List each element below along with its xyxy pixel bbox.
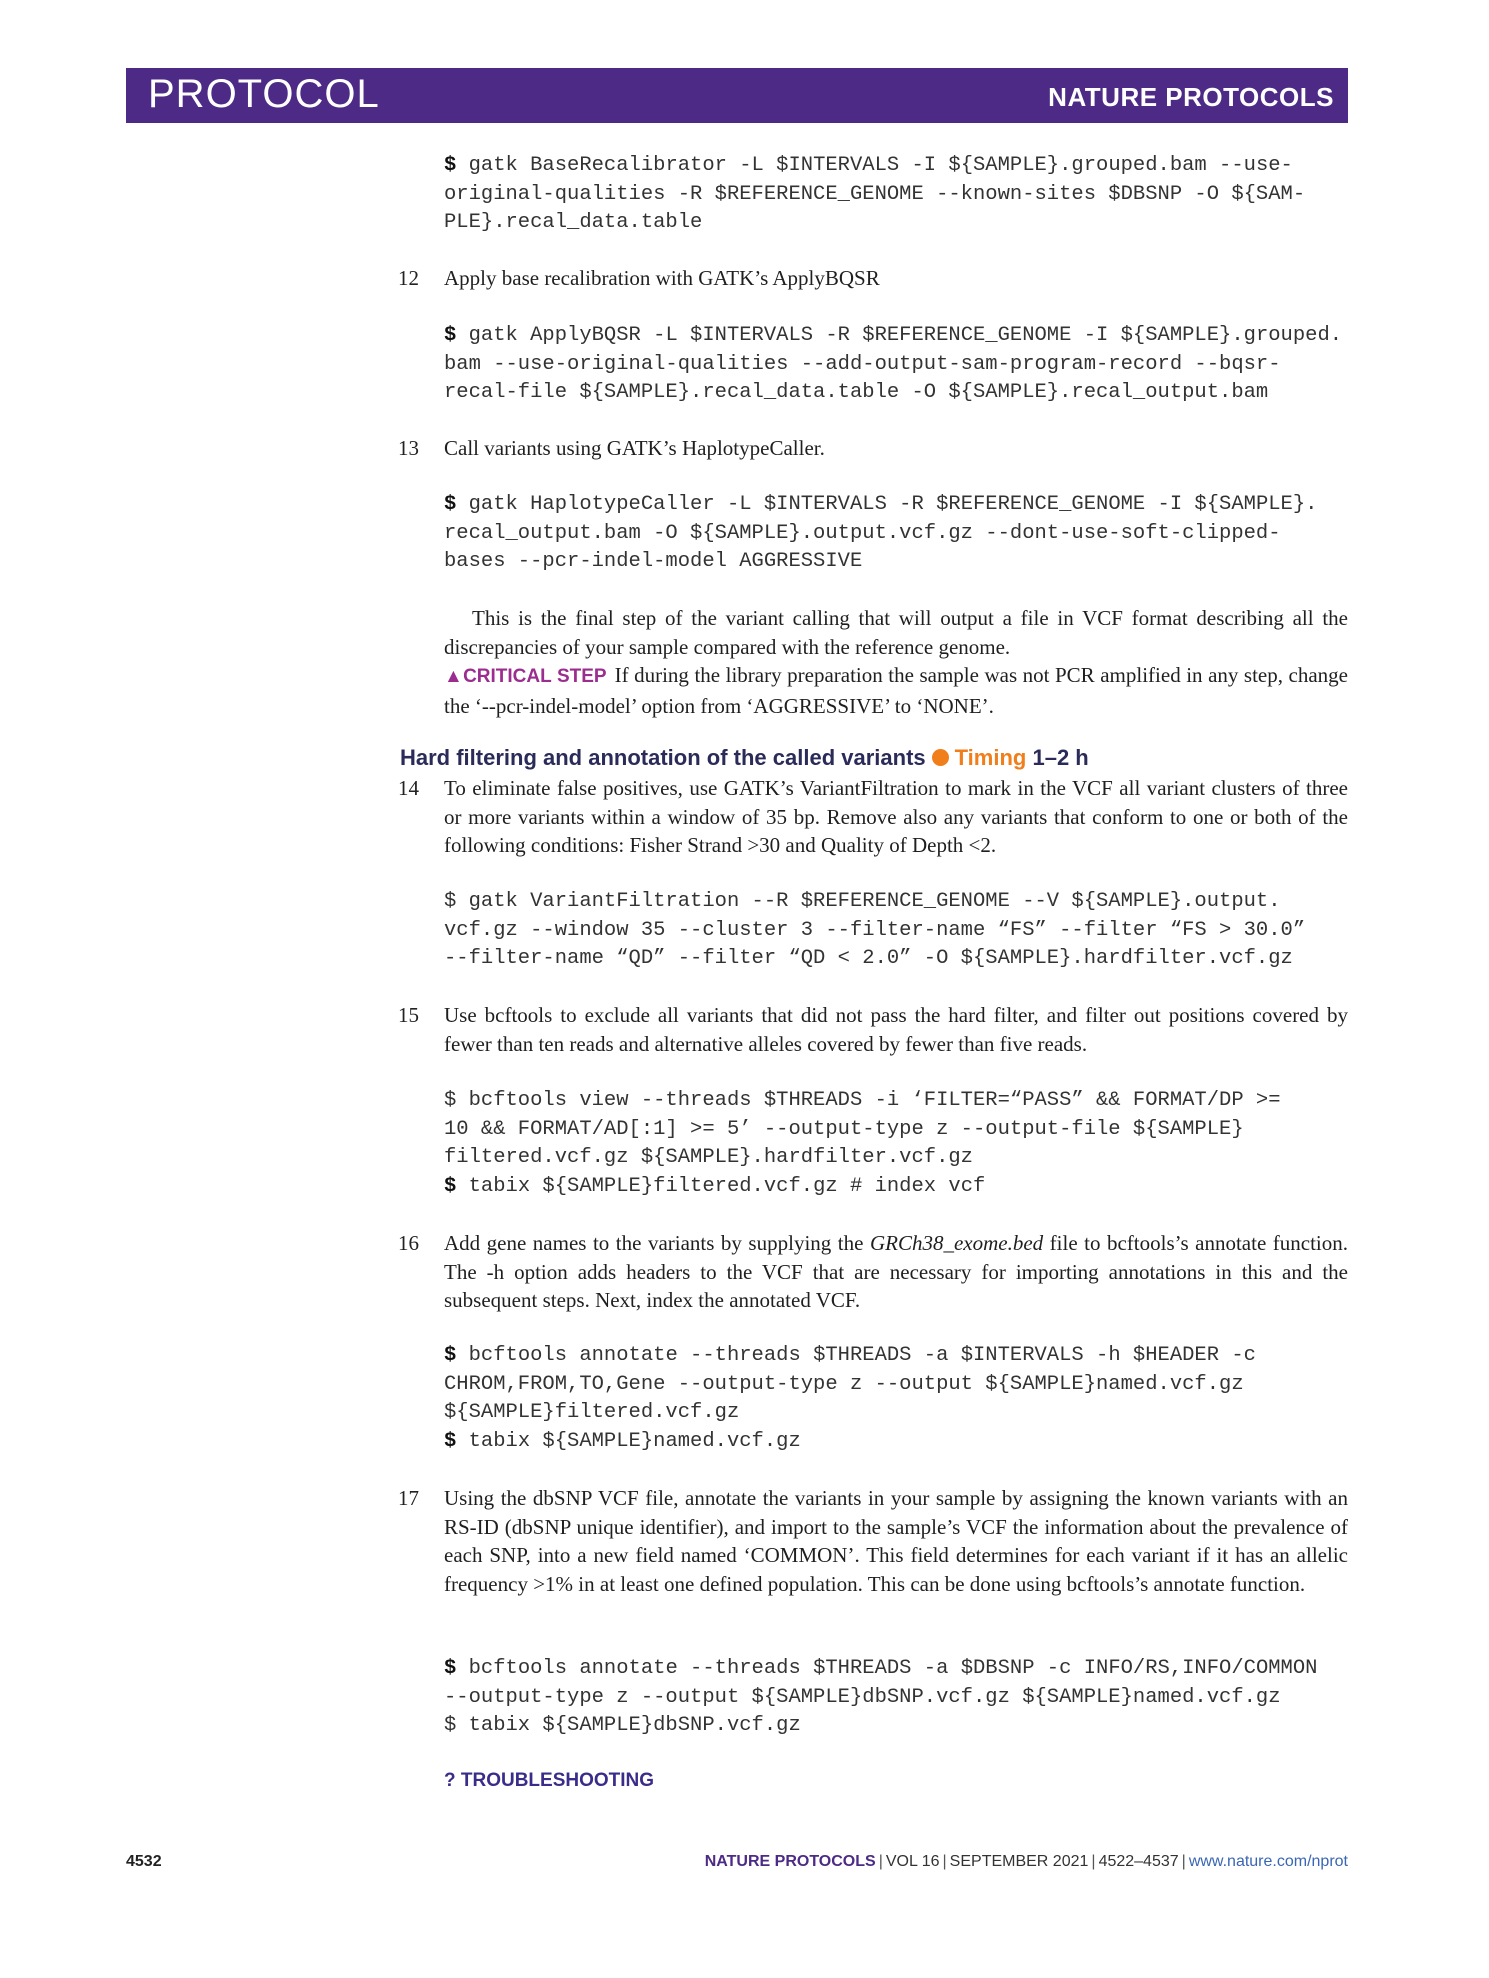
section-heading xyxy=(400,745,1089,771)
step-number-17: 17 xyxy=(398,1486,419,1510)
code-line xyxy=(444,1087,1348,1116)
step-text-13: Call variants using GATK’s HaplotypeCaller. xyxy=(444,436,825,460)
code-line xyxy=(444,491,1348,520)
step-number-15: 15 xyxy=(398,1003,419,1027)
code-block-step-13 xyxy=(444,491,1348,577)
code-block-step-16 xyxy=(444,1342,1348,1456)
header-bar xyxy=(126,68,1348,123)
step-number-16: 16 xyxy=(398,1231,419,1255)
code-line xyxy=(444,1399,1348,1428)
footer-date: SEPTEMBER 2021 xyxy=(949,1853,1089,1870)
code-text: bcftools annotate --threads $THREADS -a $INTERVALS -h $HEADER -c xyxy=(456,1344,1256,1367)
code-text: 10 && FORMAT/AD[:1] >= 5’ --output-type z --output-file ${SAMPLE} xyxy=(444,1117,1244,1141)
code-text: ${SAMPLE}filtered.vcf.gz xyxy=(444,1401,740,1424)
code-text: bases --pcr-indel-model AGGRESSIVE xyxy=(444,550,863,573)
code-text: $ gatk VariantFiltration --R $REFERENCE_GENOME --V ${SAMPLE}.output. xyxy=(444,890,1281,913)
section-label: PROTOCOL xyxy=(148,72,380,116)
code-line xyxy=(444,379,1348,408)
code-text: gatk HaplotypeCaller -L $INTERVALS -R $REFERENCE_GENOME -I ${SAMPLE}. xyxy=(456,493,1318,516)
step-text-14: To eliminate false positives, use GATK’s VariantFiltration to mark in the VCF all variant clusters of three or more variants within a window of 35 bp. Remove also any variants that conform to one or both of the following conditions: Fisher Strand >30 and Quality of Depth <2. xyxy=(444,776,1348,857)
code-line xyxy=(444,322,1348,351)
footer-journal: NATURE PROTOCOLS xyxy=(704,1853,876,1870)
code-text: tabix ${SAMPLE}filtered.vcf.gz # index vcf xyxy=(456,1174,986,1198)
code-line xyxy=(444,888,1348,917)
code-line xyxy=(444,152,1348,181)
page-number: 4532 xyxy=(126,1853,162,1870)
code-text: bcftools annotate --threads $THREADS -a $DBSNP -c INFO/RS,INFO/COMMON xyxy=(456,1657,1318,1680)
step-text-16 xyxy=(444,1229,1348,1315)
code-text: bam --use-original-qualities --add-output-sam-program-record --bqsr- xyxy=(444,352,1281,376)
section-title: Hard filtering and annotation of the called variants xyxy=(400,745,926,770)
code-text: recal_output.bam -O ${SAMPLE}.output.vcf.gz --dont-use-soft-clipped- xyxy=(444,521,1281,545)
code-line xyxy=(444,548,1348,577)
prompt-symbol: $ xyxy=(444,324,457,347)
code-block-step-11 xyxy=(444,152,1348,238)
code-line xyxy=(444,1655,1348,1684)
step-text-16-a: Add gene names to the variants by supplying the xyxy=(444,1231,870,1255)
code-block-step-14 xyxy=(444,888,1348,974)
code-line xyxy=(444,1173,1348,1202)
prompt-symbol: $ xyxy=(444,1429,457,1453)
code-text: CHROM,FROM,TO,Gene --output-type z --output ${SAMPLE}named.vcf.gz xyxy=(444,1372,1244,1396)
step-text-15: Use bcftools to exclude all variants that did not pass the hard filter, and filter out positions covered by fewer than ten reads and alternative alleles covered by fewer than five reads. xyxy=(444,1003,1348,1056)
code-line xyxy=(444,1428,1348,1457)
step-number-13: 13 xyxy=(398,436,419,460)
code-line xyxy=(444,520,1348,549)
code-block-step-15 xyxy=(444,1087,1348,1201)
step-text-17: Using the dbSNP VCF file, annotate the variants in your sample by assigning the known variants with an RS-ID (dbSNP unique identifier), and import to the sample’s VCF the information about the prevalence of each SNP, into a new field named ‘COMMON’. This field determines for each variant if it has an allelic frequency >1% in at least one defined population. This can be done using bcftools’s annotate function. xyxy=(444,1486,1348,1596)
code-text: filtered.vcf.gz ${SAMPLE}.hardfilter.vcf.gz xyxy=(444,1146,973,1169)
footer-citation: NATURE PROTOCOLS | VOL 16 | SEPTEMBER 2021 | 4522–4537 | www.nature.com/nprot xyxy=(704,1853,1348,1870)
footer-url[interactable]: www.nature.com/nprot xyxy=(1188,1853,1348,1870)
prompt-symbol: $ xyxy=(444,154,457,177)
code-text: recal-file ${SAMPLE}.recal_data.table -O ${SAMPLE}.recal_output.bam xyxy=(444,381,1269,404)
step-number-12: 12 xyxy=(398,266,419,290)
footer-volume: VOL 16 xyxy=(885,1853,940,1870)
code-text: tabix ${SAMPLE}named.vcf.gz xyxy=(456,1429,801,1453)
journal-title: NATURE PROTOCOLS xyxy=(1048,82,1334,112)
code-line xyxy=(444,181,1348,210)
code-line xyxy=(444,1342,1348,1371)
step-text-12: Apply base recalibration with GATK’s ApplyBQSR xyxy=(444,266,880,290)
code-line xyxy=(444,1684,1348,1713)
code-line xyxy=(444,1712,1348,1741)
step-text-16-b: file to bcftools’s annotate function. The -h option adds headers to the VCF that are necessary for importing annotations in this and the subsequent steps. Next, index the annotated VCF. xyxy=(444,1231,1349,1312)
critical-step xyxy=(444,661,1348,720)
code-line xyxy=(444,1116,1348,1145)
code-line xyxy=(444,1144,1348,1173)
code-line xyxy=(444,1371,1348,1400)
critical-step-text: If during the library preparation the sample was not PCR amplified in any step, change the ‘--pcr-indel-model’ option from ‘AGGRESSIVE’ to ‘NONE’. xyxy=(444,663,1348,718)
troubleshooting-link: ? TROUBLESHOOTING xyxy=(444,1770,655,1791)
code-text: gatk ApplyBQSR -L $INTERVALS -R $REFERENCE_GENOME -I ${SAMPLE}.grouped. xyxy=(456,324,1343,347)
bed-file-name: GRCh38_exome.bed xyxy=(869,1231,1044,1255)
critical-step-label: ▲CRITICAL STEP xyxy=(444,666,607,687)
code-text: --output-type z --output ${SAMPLE}dbSNP.vcf.gz ${SAMPLE}named.vcf.gz xyxy=(444,1685,1281,1709)
code-block-step-12 xyxy=(444,322,1348,408)
code-block-step-17 xyxy=(444,1655,1348,1741)
code-text: gatk BaseRecalibrator -L $INTERVALS -I ${SAMPLE}.grouped.bam --use- xyxy=(456,154,1293,177)
prompt-symbol: $ xyxy=(444,1657,457,1680)
footer-pages: 4522–4537 xyxy=(1098,1853,1179,1870)
step-number-14: 14 xyxy=(398,776,419,800)
step-13-note: This is the final step of the variant calling that will output a file in VCF format describing all the discrepancies of your sample compared with the reference genome. xyxy=(444,606,1348,659)
code-text: vcf.gz --window 35 --cluster 3 --filter-name “FS” --filter “FS > 30.0” xyxy=(444,918,1306,942)
prompt-symbol: $ xyxy=(444,1344,457,1367)
code-text: $ tabix ${SAMPLE}dbSNP.vcf.gz xyxy=(444,1714,801,1737)
code-text: PLE}.recal_data.table xyxy=(444,211,703,234)
timing-value: 1–2 h xyxy=(1032,745,1089,770)
prompt-symbol: $ xyxy=(444,493,457,516)
code-line xyxy=(444,209,1348,238)
code-line xyxy=(444,351,1348,380)
code-line xyxy=(444,917,1348,946)
code-text: original-qualities -R $REFERENCE_GENOME --known-sites $DBSNP -O ${SAM- xyxy=(444,182,1306,206)
timing-dot-icon xyxy=(932,749,949,766)
code-text: --filter-name “QD” --filter “QD < 2.0” -O ${SAMPLE}.hardfilter.vcf.gz xyxy=(444,947,1293,970)
code-line xyxy=(444,945,1348,974)
prompt-symbol: $ xyxy=(444,1174,457,1198)
timing-label: Timing xyxy=(954,745,1027,770)
code-text: $ bcftools view --threads $THREADS -i ‘FILTER=“PASS” && FORMAT/DP >= xyxy=(444,1089,1281,1112)
